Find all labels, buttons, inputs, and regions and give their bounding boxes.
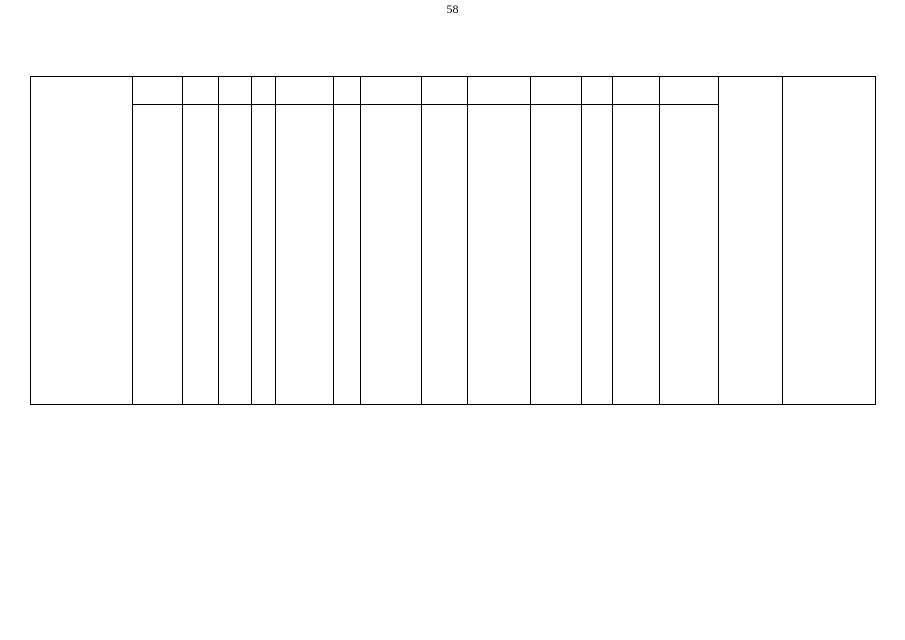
- page-number: 58: [446, 2, 459, 16]
- note-cell: [783, 77, 876, 405]
- value-cell: [660, 77, 719, 105]
- value-cell: [422, 77, 468, 105]
- data-table: [30, 76, 876, 405]
- value-cell: [361, 105, 422, 405]
- value-cell: [422, 105, 468, 405]
- empty-cell: [183, 105, 219, 405]
- empty-cell: [252, 105, 276, 405]
- table-row: [31, 77, 876, 105]
- source-cell: [133, 77, 183, 105]
- value-cell: [361, 77, 422, 105]
- value-cell: [531, 105, 582, 405]
- value-cell: [582, 77, 613, 105]
- empty-cell: [276, 77, 334, 105]
- empty-cell: [252, 77, 276, 105]
- value-cell: [582, 105, 613, 405]
- source-cell: [133, 105, 183, 405]
- value-cell: [613, 105, 660, 405]
- value-cell: [660, 105, 719, 405]
- empty-cell: [219, 77, 252, 105]
- empty-cell: [334, 77, 361, 105]
- empty-cell: [276, 105, 334, 405]
- executor-cell: [719, 77, 783, 405]
- group-cell: [31, 77, 133, 405]
- value-cell: [468, 77, 531, 105]
- value-cell: [468, 105, 531, 405]
- empty-cell: [219, 105, 252, 405]
- value-cell: [531, 77, 582, 105]
- empty-cell: [183, 77, 219, 105]
- value-cell: [613, 77, 660, 105]
- empty-cell: [334, 105, 361, 405]
